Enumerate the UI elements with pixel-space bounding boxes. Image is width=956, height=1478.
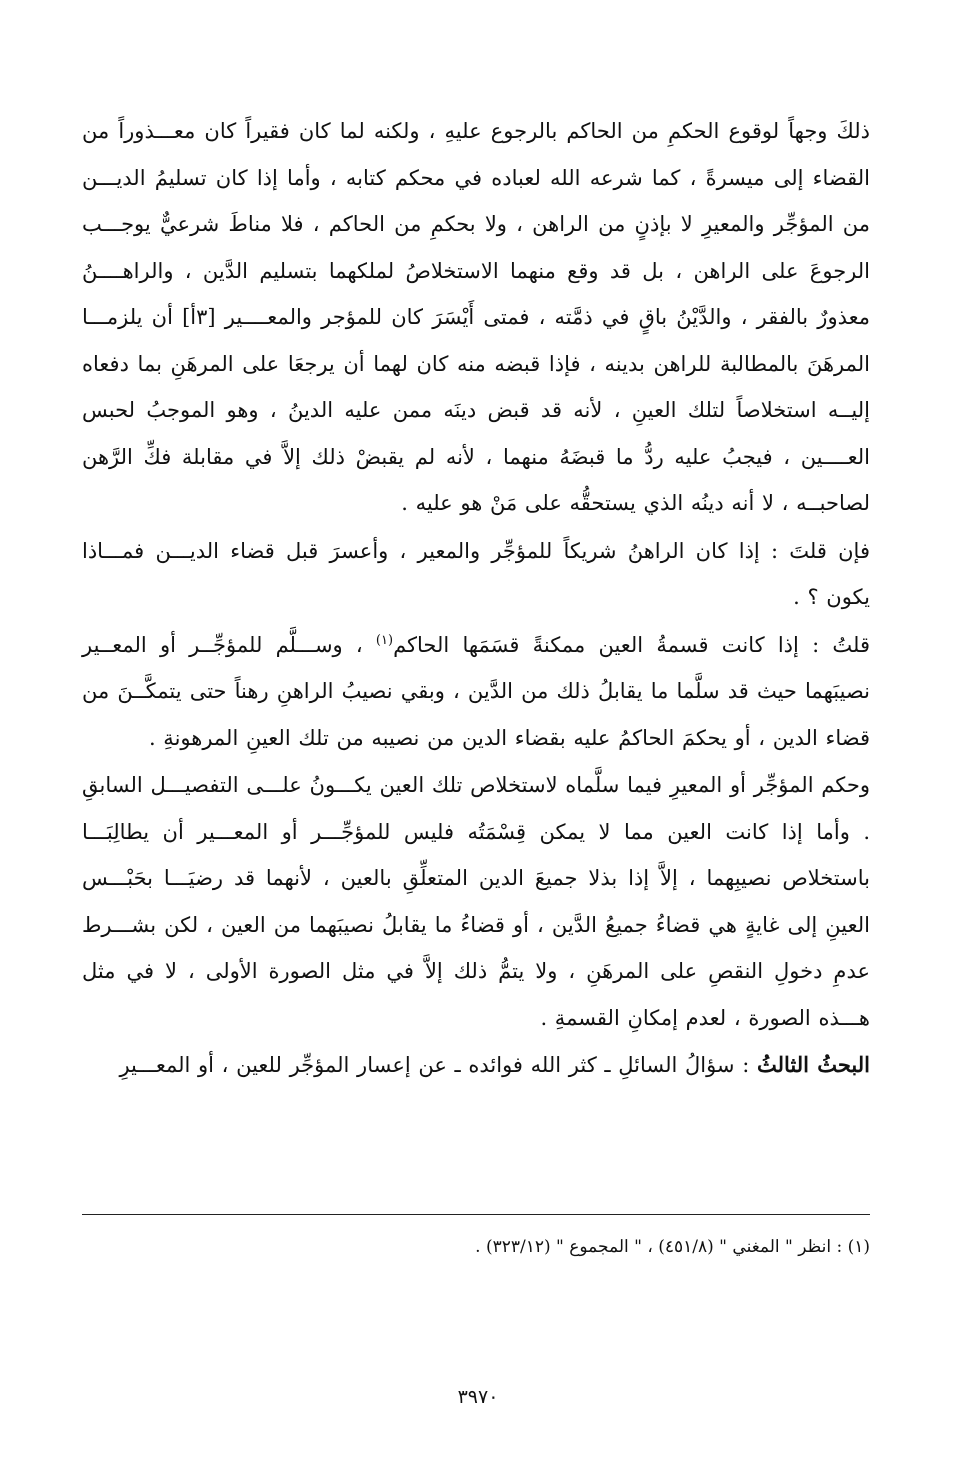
footnote-reference: (١): [375, 632, 394, 648]
answer-text-end: ، وســـلَّم للمؤجِّــر أو المعــير نصيبَهما حيث قد سلَّما ما يقابلُ ذلك من الدَّين ، وبقي نصيبُ الراهنِ رهناً حتى يتمكَّــنَ من قضاء الدين ، أو يحكمَ الحاكمُ عليه بقضاء الدين من نصيبه من تلك العينِ المرهونةِ .: [82, 632, 870, 750]
paragraph-answer: [82, 622, 870, 762]
paragraph-section-three: [82, 1042, 870, 1089]
section-text: : سؤالُ السائلِ ـ كثر الله فوائده ـ عن إعسار المؤجِّر للعين ، أو المعـــيرِ: [119, 1053, 757, 1077]
paragraph-ruling: وحكم المؤجِّر أو المعيرِ فيما سلَّماه لاستخلاص تلك العين يكـــونُ علـــى التفصيـــل السابقِ . وأما إذا كانت العين مما لا يمكن قِسْمَتُه فليس للمؤجِّـــر أو المعـــير أن يطالِبَـــا باستخلاص نصيبِهما ، إلاَّ إذا بذلا جميعَ الدين المتعلِّقِ بالعين ، لأنهما قد رضيَـــا بحَبْـــس العينِ إلى غايةٍ هي قضاءُ جميعُ الدَّين ، أو قضاءُ ما يقابلُ نصيبَهما من العين ، لكن بشـــرط عدمِ دخولِ النقصِ على المرهَنِ ، ولا يتمُّ ذلك إلاَّ في مثل الصورة الأولى ، لا في مثل هـــذه الصورة ، لعدم إمكانِ القسمةِ .: [82, 773, 870, 1030]
section-heading: البحثُ الثالثُ: [756, 1052, 870, 1077]
paragraph-question: فإن قلتَ : إذا كان الراهنُ شريكاً للمؤجِّر والمعير ، وأعسرَ قبل قضاء الديـــن فمـــاذا يكون ؟ .: [82, 538, 870, 609]
page-body: [82, 108, 870, 1089]
answer-text-start: قلتُ : إذا كانت قسمةُ العين ممكنةً قسَمَها الحاكم: [393, 632, 870, 657]
paragraph-opening: ذلكَ وجهاً لوقوع الحكمِ من الحاكم بالرجوع عليهِ ، ولكنه لما كان فقيراً كان معـــذوراً من القضاء إلى ميسرةً ، كما شرعه الله لعباده في محكم كتابه ، وأما إذا كان تسليمُ الديـــن من المؤجِّر والمعيرِ لا بإذنٍ من الراهن ، ولا بحكمِ من الحاكم ، فلا مناطَ شرعيٌّ يوجـــب الرجوعَ على الراهن ، بل قد وقع منهما الاستخلاصُ لملكهما بتسليم الدَّين ، والراهــــنُ معذورٌ بالفقر ، والدَّيْنُ باقٍ في ذمَّته ، فمتى أَيْسَرَ كان للمؤجر والمعــــير [٣أ] أن يلزمـــا المرهَنَ بالمطالبة للراهن بدينه ، فإذا قبضه منه كان لهما أن يرجعَا على المرهَنِ بما دفعاه إليــه استخلاصاً لتلك العينِ ، لأنه قد قبض دينَه ممن عليه الدينُ ، وهو الموجبُ لحبس العــــين ، فيجبُ عليه ردُّ ما قبضَهُ منهما ، لأنه لم يقبضْ ذلك إلاَّ في مقابلة فكِّ الرَّهن لصاحبــه ، لا أنه دينُه الذي يستحقُّه على مَنْ هو عليه .: [82, 119, 870, 515]
footnote-divider: [82, 1214, 870, 1215]
page-number: ٣٩٧٠: [457, 1386, 499, 1408]
footnote: (١) : انظر " المغني " (٤٥١/٨) ، " المجموع " (٣٢٣/١٢) .: [475, 1237, 870, 1257]
